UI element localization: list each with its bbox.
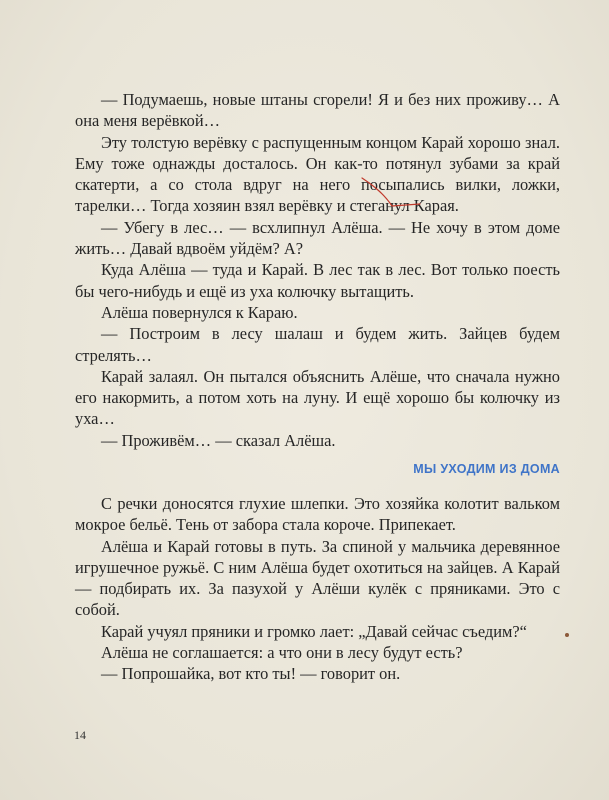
paragraph: Карай залаял. Он пытался объяснить Алёше, что сначала нужно его накормить, а потом хоть на луну. И ещё хорошо бы колючку из уха… <box>75 366 560 429</box>
paragraph: Эту толстую верёвку с распущенным концом Карай хорошо знал. Ему тоже однажды досталось. Он как-то потянул зубами за край скатерти, а со стола вдруг на него посыпались вилки, ложки, тарелки… Тогда хозяин взял верёвку и стеганул Карая. <box>75 132 560 216</box>
paper-speck <box>565 633 569 637</box>
paragraph: — Подумаешь, новые штаны сгорели! Я и без них проживу… А она меня верёвкой… <box>75 90 560 131</box>
paragraph: — Убегу в лес… — всхлипнул Алёша. — Не хочу в этом доме жить… Давай вдвоём уйдём? А? <box>75 217 560 259</box>
paragraph: Алёша повернулся к Караю. <box>101 302 298 322</box>
paragraph: Алёша не соглашается: а что они в лесу будут есть? <box>101 643 463 663</box>
text-block-bottom <box>75 493 560 685</box>
paragraph: Алёша и Карай готовы в путь. За спиной у мальчика деревянное игрушечное ружьё. С ним Алёша будет охотиться на зайцев. А Карай — подбирать их. За пазухой у Алёши кулёк с пряниками. Это с собой. <box>75 536 560 620</box>
paragraph: Куда Алёша — туда и Карай. В лес так в лес. Вот только поесть бы чего-нибудь и ещё из уха колючку вытащить. <box>75 260 560 301</box>
text-block-top <box>75 89 560 451</box>
paragraph: — Проживём… — сказал Алёша. <box>101 430 336 450</box>
paragraph: Карай учуял пряники и громко лает: „Давай сейчас съедим?“ <box>101 621 527 641</box>
pencil-mark <box>360 176 430 216</box>
paragraph: — Попрошайка, вот кто ты! — говорит он. <box>101 664 401 684</box>
section-heading: МЫ УХОДИМ ИЗ ДОМА <box>413 462 560 476</box>
paragraph: С речки доносятся глухие шлепки. Это хозяйка колотит вальком мокрое бельё. Тень от забора стала короче. Припекает. <box>75 494 560 535</box>
paragraph: — Построим в лесу шалаш и будем жить. Зайцев будем стрелять… <box>75 324 560 365</box>
page-number: 14 <box>74 728 86 742</box>
